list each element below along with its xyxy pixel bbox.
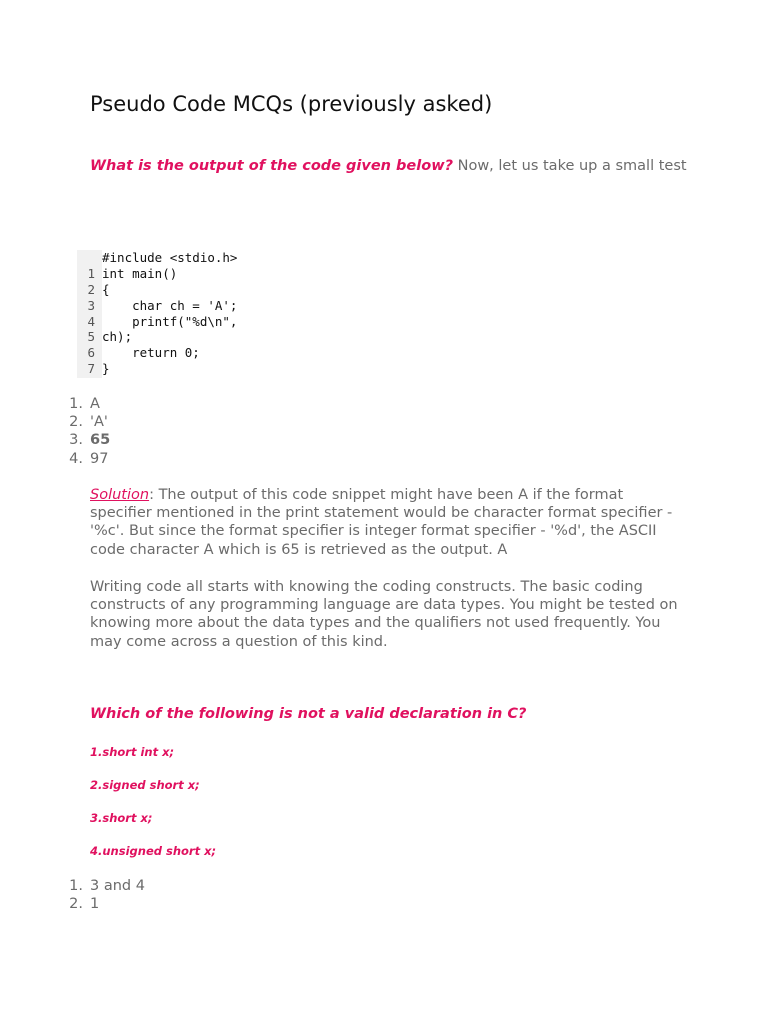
code-text: int main()	[102, 265, 178, 281]
line-number: 1	[87, 265, 95, 281]
code-line	[77, 282, 237, 298]
option-2: 2.signed short x;	[90, 778, 200, 792]
solution-text: : The output of this code snippet might have been A if the format specifier mentioned in the print statement would be character format specifier - '%c'. But since the format specifier is integer format specifier - '%d', the ASCII code character A which is 65 is retrieved as the output. A	[90, 487, 673, 558]
line-number: 5	[87, 329, 95, 345]
list-number: 4.	[69, 450, 83, 467]
code-line	[77, 361, 237, 377]
intro-paragraph-2: Writing code all starts with knowing the coding constructs. The basic coding constructs of any programming language are data types. You might be tested on knowing more about the data types and the qualifiers not used frequently. You may come across a question of this kind.	[90, 579, 678, 650]
list-number: 2.	[69, 896, 83, 913]
code-text: }	[102, 361, 110, 377]
correct-answer-text: 65	[90, 432, 111, 449]
answer-text: 97	[90, 450, 109, 467]
code-text: char ch = 'A';	[102, 297, 238, 313]
code-text: {	[102, 281, 110, 297]
answer-text: 'A'	[90, 414, 108, 431]
page-title: Pseudo Code MCQs (previously asked)	[90, 92, 493, 116]
list-number: 1.	[69, 878, 83, 894]
code-line	[77, 266, 237, 282]
line-number: 7	[87, 361, 95, 377]
answer-text: 1	[90, 896, 100, 913]
code-line	[77, 250, 237, 266]
answer-text: A	[90, 396, 100, 412]
code-text: #include <stdio.h>	[102, 250, 238, 265]
code-line	[77, 298, 237, 314]
code-text: ch);	[102, 329, 133, 345]
line-number: 6	[87, 345, 95, 361]
code-text: printf("%d\n",	[102, 313, 238, 329]
option-3: 3.short x;	[90, 811, 153, 825]
line-number	[77, 250, 102, 266]
line-number: 2	[87, 281, 95, 297]
code-line	[77, 329, 237, 345]
line-number: 3	[87, 297, 95, 313]
solution-paragraph	[90, 486, 680, 559]
code-block	[77, 250, 237, 377]
code-line	[77, 345, 237, 361]
list-number: 3.	[69, 432, 83, 449]
list-number: 1.	[69, 396, 83, 412]
option-4: 4.unsigned short x;	[90, 844, 217, 858]
question-1	[90, 157, 690, 175]
answer-text: 3 and 4	[90, 878, 145, 894]
option-1: 1.short int x;	[90, 745, 175, 759]
line-number: 4	[87, 313, 95, 329]
question-2-prompt: Which of the following is not a valid declaration in C?	[90, 706, 527, 722]
question-1-intro: Now, let us take up a small test	[453, 158, 687, 174]
solution-link[interactable]: Solution	[90, 487, 150, 503]
list-number: 2.	[69, 414, 83, 431]
code-text: return 0;	[102, 345, 200, 361]
question-1-prompt: What is the output of the code given below?	[90, 158, 453, 174]
code-line	[77, 314, 237, 330]
